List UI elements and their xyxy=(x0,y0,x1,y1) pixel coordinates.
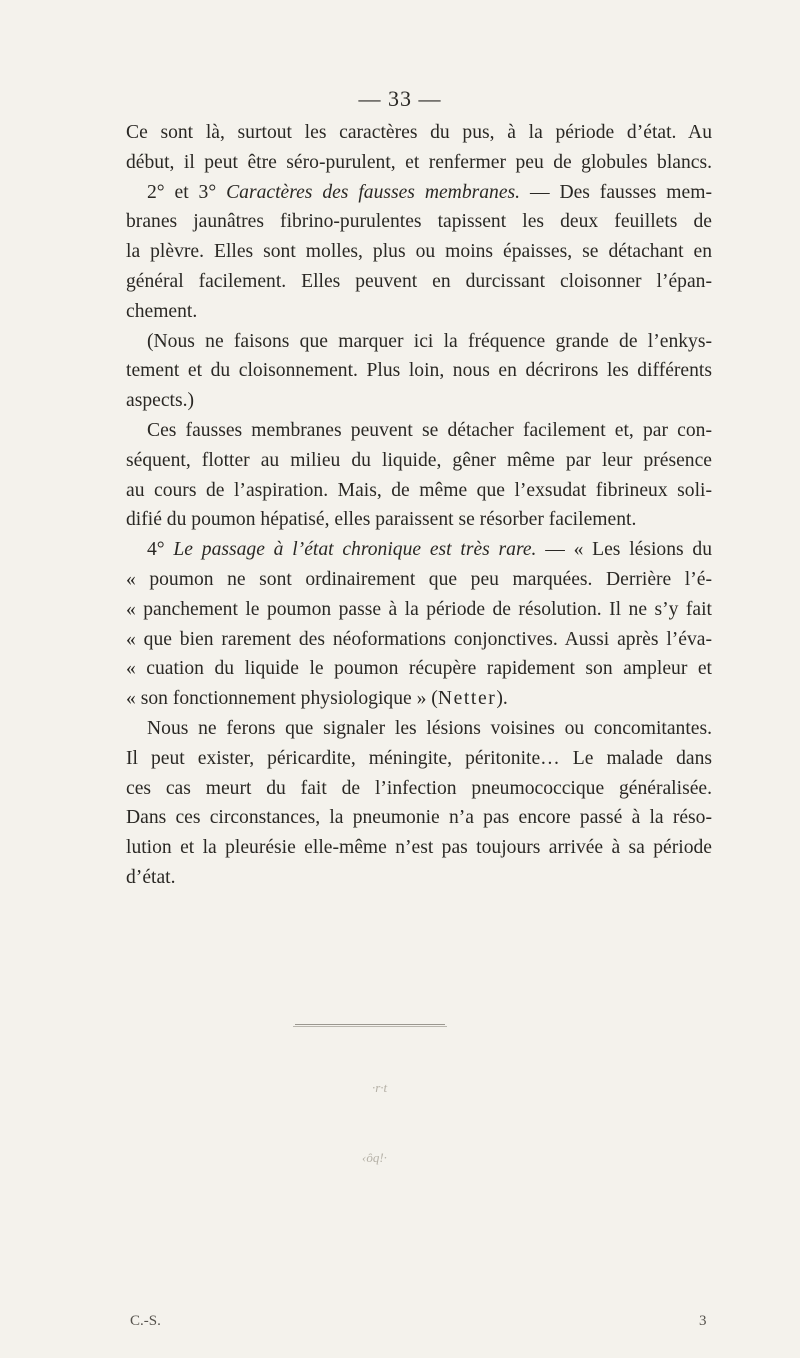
text-fragment: Netter xyxy=(437,688,497,710)
text-fragment: au cours de l’aspiration. Mais, de même que l’exsudat fibrineux soli- xyxy=(126,479,712,501)
text-fragment: « panchement le poumon passe à la période de résolution. Il ne s’y fait xyxy=(126,598,712,620)
text-fragment: ces cas meurt du fait de l’infection pneumococcique généralisée. xyxy=(126,777,712,799)
separator-rule-shadow xyxy=(293,1026,447,1027)
text-fragment: tement et du cloisonnement. Plus loin, nous en décrirons les différents xyxy=(126,360,712,382)
text-line xyxy=(126,386,712,416)
body-text xyxy=(126,118,712,893)
text-fragment: 2° et 3° xyxy=(147,181,227,203)
sheet-number: 3 xyxy=(699,1313,707,1329)
text-line xyxy=(126,595,712,625)
text-fragment: difié du poumon hépatisé, elles paraissent se résorber facilement. xyxy=(126,509,637,531)
text-fragment: début, il peut être séro-purulent, et renfermer peu de globules blancs. xyxy=(126,151,712,173)
text-fragment: « cuation du liquide le poumon récupère rapidement son ampleur et xyxy=(126,658,712,680)
text-fragment: d’état. xyxy=(126,866,176,888)
text-line xyxy=(126,237,712,267)
text-line xyxy=(126,833,712,863)
text-fragment: « que bien rarement des néoformations conjonctives. Aussi après l’éva- xyxy=(126,628,712,650)
text-line xyxy=(126,505,712,535)
page-number: — 33 — xyxy=(358,86,442,111)
text-line xyxy=(126,863,712,893)
text-fragment: chement. xyxy=(126,300,198,322)
text-line xyxy=(126,654,712,684)
text-fragment: Nous ne ferons que signaler les lésions voisines ou concomitantes. xyxy=(147,717,712,739)
text-line xyxy=(126,684,712,714)
text-fragment: — « Les lésions du xyxy=(536,539,712,561)
text-fragment: Le passage à l’état chronique est très rare. xyxy=(173,539,537,561)
text-line xyxy=(126,446,712,476)
text-fragment: Caractères des fausses membranes. xyxy=(226,181,521,203)
text-fragment: la plèvre. Elles sont molles, plus ou moins épaisses, se détachant en xyxy=(126,241,712,263)
text-line xyxy=(126,803,712,833)
text-line xyxy=(126,356,712,386)
text-line xyxy=(126,416,712,446)
text-fragment: branes jaunâtres fibrino-purulentes tapissent les deux feuillets de xyxy=(126,211,712,233)
separator-rule xyxy=(295,1024,445,1025)
bleed-through-mark: ·r·t xyxy=(372,1080,388,1095)
text-line xyxy=(126,565,712,595)
text-line xyxy=(126,178,712,208)
text-fragment: — Des fausses mem- xyxy=(520,181,712,203)
text-fragment: aspects.) xyxy=(126,390,195,412)
text-fragment: lution et la pleurésie elle-même n’est pas toujours arrivée à sa période xyxy=(126,837,712,859)
text-line xyxy=(126,774,712,804)
text-line xyxy=(126,714,712,744)
text-fragment: séquent, flotter au milieu du liquide, gêner même par leur présence xyxy=(126,449,712,471)
bleed-through-mark: ‹ôq!· xyxy=(362,1150,387,1165)
text-fragment: « son fonctionnement physiologique » ( xyxy=(126,688,438,710)
text-line xyxy=(126,327,712,357)
text-line xyxy=(126,118,712,148)
text-fragment: (Nous ne faisons que marquer ici la fréquence grande de l’enkys- xyxy=(147,330,712,352)
text-fragment: 4° xyxy=(147,539,174,561)
text-line xyxy=(126,476,712,506)
text-line xyxy=(126,297,712,327)
text-fragment: Dans ces circonstances, la pneumonie n’a pas encore passé à la réso- xyxy=(126,807,712,829)
text-line xyxy=(126,207,712,237)
text-line xyxy=(126,744,712,774)
text-fragment: général facilement. Elles peuvent en durcissant cloisonner l’épan- xyxy=(126,270,712,292)
text-line xyxy=(126,535,712,565)
text-fragment: « poumon ne sont ordinairement que peu marquées. Derrière l’é- xyxy=(126,568,712,590)
text-line xyxy=(126,148,712,178)
signature-mark: C.-S. xyxy=(130,1313,161,1329)
text-fragment: Ces fausses membranes peuvent se détacher facilement et, par con- xyxy=(147,419,712,441)
text-fragment: Ce sont là, surtout les caractères du pus, à la période d’état. Au xyxy=(126,122,712,143)
text-fragment: Il peut exister, péricardite, méningite, péritonite… Le malade dans xyxy=(126,747,712,769)
text-line xyxy=(126,267,712,297)
text-fragment: ). xyxy=(496,688,508,710)
text-line xyxy=(126,625,712,655)
